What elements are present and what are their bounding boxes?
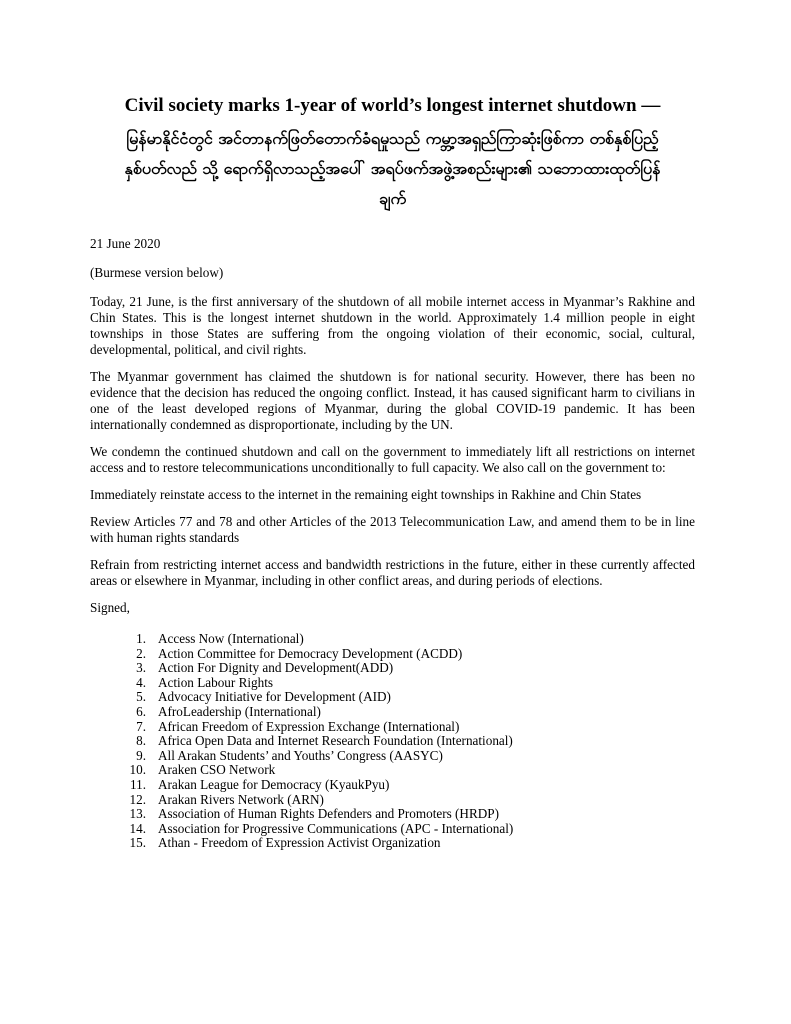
list-item (114, 690, 695, 705)
title-english: Civil society marks 1-year of world’s longest internet shutdown — (124, 95, 661, 116)
list-item (114, 647, 695, 662)
signatory-name: Africa Open Data and Internet Research Foundation (International) (158, 733, 513, 749)
list-number: 5. (136, 689, 146, 705)
signatory-name: Athan - Freedom of Expression Activist Organization (158, 835, 441, 851)
signatory-name: Action For Dignity and Development(ADD) (158, 660, 394, 676)
signatory-name: AfroLeadership (International) (158, 703, 321, 719)
list-number: 14. (129, 820, 146, 836)
paragraph-anniversary: Today, 21 June, is the first anniversary of the shutdown of all mobile internet access in Myanmar’s Rakhine and Chin States. This is the longest internet shutdown in the world. Approximately 1.4 million people in eight townships in those States are suffering from the ongoing violation of their economic, social, cultural, developmental, political, and civil rights. (90, 294, 695, 357)
signed-label: Signed, (90, 600, 130, 615)
list-item (114, 836, 695, 851)
list-number: 2. (136, 645, 146, 661)
list-item (114, 734, 695, 749)
signatory-name: Araken CSO Network (158, 762, 276, 778)
list-item (114, 763, 695, 778)
list-number: 13. (129, 806, 146, 822)
list-item (114, 778, 695, 793)
signatory-name: Advocacy Initiative for Development (AID) (158, 689, 391, 705)
signatory-name: African Freedom of Expression Exchange (International) (158, 718, 460, 734)
list-item (114, 720, 695, 735)
signatory-list (90, 632, 695, 851)
paragraph-government-claim: The Myanmar government has claimed the shutdown is for national security. However, there has been no evidence that the decision has reduced the ongoing conflict. Instead, it has caused significant harm to civilians in one of the least developed regions of Myanmar, during the global COVID-19 pandemic. It has been internationally condemned as disproportionate, including by the UN. (90, 369, 695, 432)
language-note: (Burmese version below) (90, 265, 224, 280)
list-item (114, 749, 695, 764)
list-number: 12. (129, 791, 146, 807)
list-number: 1. (136, 631, 146, 646)
list-number: 11. (130, 776, 146, 792)
signatory-name: Arakan League for Democracy (KyaukPyu) (158, 776, 390, 792)
list-item (114, 676, 695, 691)
list-number: 8. (136, 733, 146, 749)
signatory-name: Arakan Rivers Network (ARN) (158, 791, 324, 807)
list-item (114, 632, 695, 647)
list-number: 4. (136, 674, 146, 690)
list-number: 3. (136, 660, 146, 676)
list-item (114, 807, 695, 822)
statement-date: 21 June 2020 (90, 236, 161, 251)
list-number: 7. (136, 718, 146, 734)
demand-review-law: Review Articles 77 and 78 and other Articles of the 2013 Telecommunication Law, and amend them to be in line with human rights standards (90, 514, 695, 545)
list-item (114, 822, 695, 837)
title-block (90, 94, 695, 214)
title-burmese: မြန်မာနိုင်ငံတွင် အင်တာနက်ဖြတ်တောက်ခံရမှုသည် ကမ္ဘာ့အရှည်ကြာဆုံးဖြစ်ကာ တစ်နှစ်ပြည့် နှစ်ပတ်လည် သို့ ရောက်ရှိလာသည့်အပေါ် အရပ်ဖက်အဖွဲ့အစည်းများ၏ သဘောထားထုတ်ပြန်ချက် (124, 129, 661, 208)
signatory-name: All Arakan Students’ and Youths’ Congress (AASYC) (158, 747, 443, 763)
list-item (114, 705, 695, 720)
list-item (114, 793, 695, 808)
demand-reinstate-access: Immediately reinstate access to the internet in the remaining eight townships in Rakhine and Chin States (90, 487, 642, 502)
paragraph-condemnation: We condemn the continued shutdown and call on the government to immediately lift all restrictions on internet access and to restore telecommunications unconditionally to full capacity. We also call on the government to: (90, 444, 695, 475)
list-number: 6. (136, 703, 146, 719)
demand-refrain-restrictions: Refrain from restricting internet access and bandwidth restrictions in the future, either in these currently affected areas or elsewhere in Myanmar, including in other conflict areas, and during periods of elections. (90, 557, 695, 588)
signatory-name: Association of Human Rights Defenders and Promoters (HRDP) (158, 806, 499, 822)
list-item (114, 661, 695, 676)
signatory-name: Action Labour Rights (158, 674, 274, 690)
list-number: 9. (136, 747, 146, 763)
signatory-name: Association for Progressive Communications (APC - International) (158, 820, 514, 836)
signatory-name: Action Committee for Democracy Development (ACDD) (158, 645, 463, 661)
signatory-name: Access Now (International) (158, 631, 304, 646)
list-number: 10. (129, 762, 146, 778)
list-number: 15. (129, 835, 146, 851)
